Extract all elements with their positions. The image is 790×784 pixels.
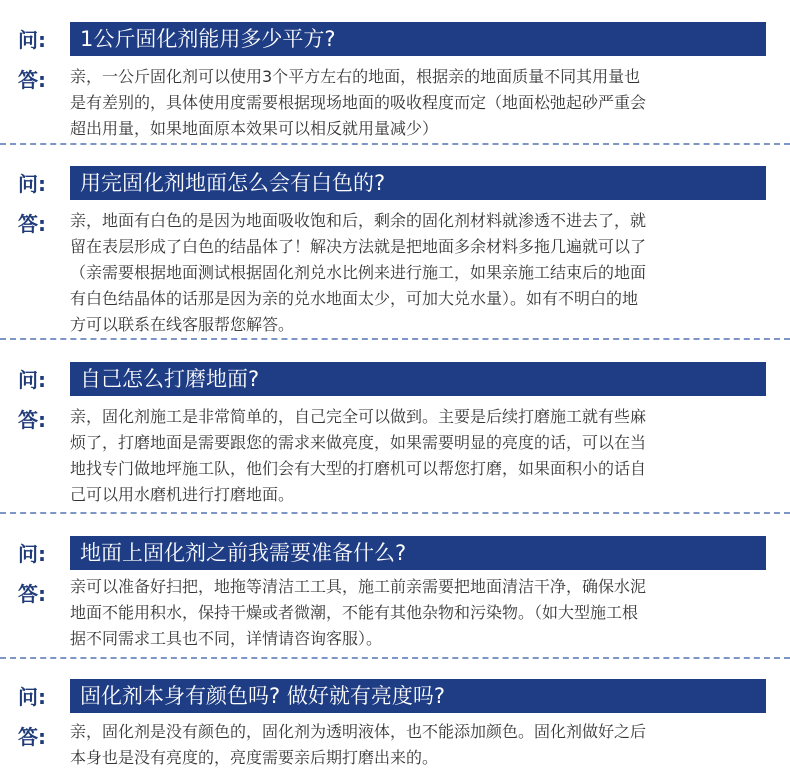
answer-line: 据不同需求工具也不同，详情请咨询客服）。 [70, 629, 383, 648]
question-row [0, 679, 790, 715]
answer-line: 亲可以准备好扫把，地拖等清洁工工具，施工前亲需要把地面清洁干净，确保水泥 [70, 577, 647, 596]
question-title: 1公斤固化剂能用多少平方? [70, 22, 766, 56]
answer-text [70, 208, 772, 338]
question-title: 自己怎么打磨地面? [70, 362, 766, 396]
answer-line: 己可以用水磨机进行打磨地面。 [70, 485, 295, 504]
question-title: 地面上固化剂之前我需要准备什么? [70, 536, 766, 570]
question-label: 问: [18, 685, 46, 709]
question-label: 问: [18, 542, 46, 566]
answer-line: 本身也是没有亮度的，亮度需要亲后期打磨出来的。 [70, 748, 439, 767]
question-row [0, 166, 790, 202]
answer-label: 答: [18, 725, 46, 749]
answer-label: 答: [18, 68, 46, 92]
answer-text [70, 64, 772, 142]
answer-text [70, 404, 772, 508]
answer-line: 亲，地面有白色的是因为地面吸收饱和后，剩余的固化剂材料就渗透不进去了，就 [70, 211, 647, 230]
dashed-divider [0, 338, 790, 340]
answer-line: 亲，固化剂是没有颜色的，固化剂为透明液体，也不能添加颜色。固化剂做好之后 [70, 722, 647, 741]
question-label: 问: [18, 172, 46, 196]
dashed-divider [0, 657, 790, 659]
answer-text [70, 574, 772, 652]
question-title: 固化剂本身有颜色吗? 做好就有亮度吗? [70, 679, 766, 713]
answer-label: 答: [18, 408, 46, 432]
answer-line: 是有差别的，具体使用度需要根据现场地面的吸收程度而定（地面松弛起砂严重会 [70, 93, 647, 112]
answer-line: 留在表层形成了白色的结晶体了！解决方法就是把地面多余材料多拖几遍就可以了 [70, 237, 647, 256]
answer-line: 地找专门做地坪施工队，他们会有大型的打磨机可以帮您打磨，如果面积小的话自 [70, 459, 647, 478]
question-row [0, 536, 790, 572]
answer-label: 答: [18, 582, 46, 606]
answer-line: 超出用量，如果地面原本效果可以相反就用量减少） [70, 119, 439, 138]
answer-line: 亲，一公斤固化剂可以使用3个平方左右的地面，根据亲的地面质量不同其用量也 [70, 67, 641, 86]
question-title: 用完固化剂地面怎么会有白色的? [70, 166, 766, 200]
answer-line: （亲需要根据地面测试根据固化剂兑水比例来进行施工，如果亲施工结束后的地面 [70, 263, 647, 282]
answer-line: 地面不能用积水，保持干燥或者微潮，不能有其他杂物和污染物。（如大型施工根 [70, 603, 639, 622]
answer-label: 答: [18, 212, 46, 236]
answer-line: 方可以联系在线客服帮您解答。 [70, 315, 295, 334]
answer-line: 有白色结晶体的话那是因为亲的兑水地面太少，可加大兑水量）。如有不明白的地 [70, 289, 639, 308]
answer-line: 烦了，打磨地面是需要跟您的需求来做亮度，如果需要明显的亮度的话，可以在当 [70, 433, 647, 452]
question-row [0, 22, 790, 58]
dashed-divider [0, 143, 790, 145]
question-row [0, 362, 790, 398]
answer-text [70, 719, 772, 771]
dashed-divider [0, 512, 790, 514]
answer-line: 亲，固化剂施工是非常简单的，自己完全可以做到。主要是后续打磨施工就有些麻 [70, 407, 647, 426]
question-label: 问: [18, 368, 46, 392]
question-label: 问: [18, 28, 46, 52]
